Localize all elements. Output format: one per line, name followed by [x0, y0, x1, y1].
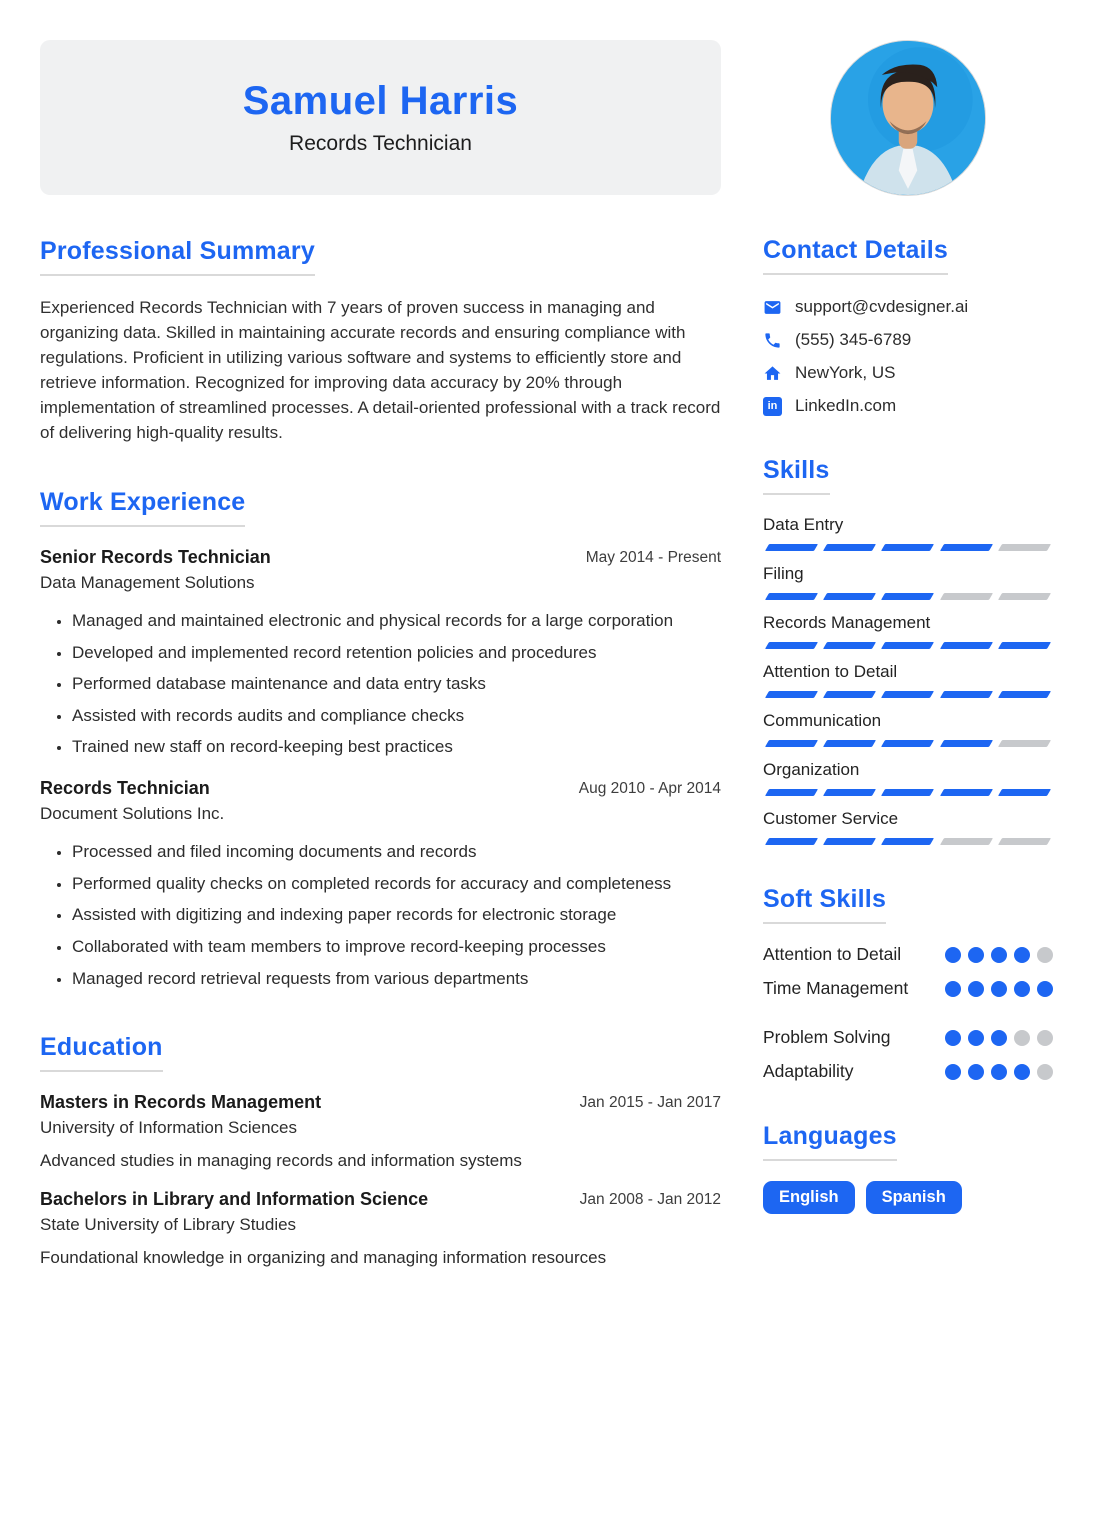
job-role: Senior Records Technician — [40, 546, 271, 567]
soft-skills-list — [763, 944, 1053, 1082]
meter-filled-unit — [968, 981, 984, 997]
skill-row — [763, 760, 1053, 796]
person-job-title: Records Technician — [289, 132, 472, 155]
meter-empty-unit — [998, 593, 1051, 600]
job-company: Document Solutions Inc. — [40, 804, 225, 824]
soft-skills-heading: Soft Skills — [763, 885, 886, 924]
meter-filled-unit — [1037, 981, 1053, 997]
meter-filled-unit — [998, 789, 1051, 796]
skill-level-bar — [763, 642, 1053, 649]
email-icon — [763, 298, 782, 317]
meter-filled-unit — [991, 981, 1007, 997]
education-description: Advanced studies in managing records and information systems — [40, 1151, 522, 1171]
meter-filled-unit — [940, 789, 993, 796]
contact-linkedin-text: LinkedIn.com — [795, 396, 897, 415]
skill-name: Data Entry — [763, 515, 844, 534]
profile-photo-illustration — [831, 41, 985, 195]
school-name: University of Information Sciences — [40, 1118, 297, 1138]
education-description: Foundational knowledge in organizing and managing information resources — [40, 1248, 607, 1268]
education-dates: Jan 2008 - Jan 2012 — [579, 1191, 721, 1209]
soft-skill-row — [763, 944, 1053, 965]
experience-section — [40, 488, 721, 991]
meter-empty-unit — [940, 593, 993, 600]
education-entry — [40, 1092, 721, 1171]
meter-empty-unit — [940, 838, 993, 845]
meter-filled-unit — [945, 981, 961, 997]
job-bullet: • Assisted with records audits and compliance checks — [72, 704, 721, 729]
soft-skill-row — [763, 1027, 1053, 1048]
skill-name: Filing — [763, 564, 804, 583]
skill-level-bar — [763, 789, 1053, 796]
meter-filled-unit — [765, 789, 818, 796]
languages-list — [763, 1181, 1053, 1214]
soft-skill-name: Problem Solving — [763, 1027, 891, 1047]
soft-skill-name: Time Management — [763, 978, 909, 998]
meter-filled-unit — [823, 544, 876, 551]
meter-filled-unit — [823, 691, 876, 698]
soft-skill-dots — [945, 947, 1053, 963]
profile-photo — [830, 40, 986, 196]
meter-empty-unit — [1014, 1030, 1030, 1046]
skill-level-bar — [763, 740, 1053, 747]
education-heading: Education — [40, 1033, 163, 1072]
job-bullet: • Performed database maintenance and data entry tasks — [72, 672, 721, 697]
skill-name: Communication — [763, 711, 882, 730]
meter-filled-unit — [1014, 947, 1030, 963]
meter-filled-unit — [998, 642, 1051, 649]
job-bullet: • Assisted with digitizing and indexing paper records for electronic storage — [72, 903, 721, 928]
skills-section — [763, 456, 1053, 845]
meter-filled-unit — [1014, 981, 1030, 997]
skill-name: Organization — [763, 760, 860, 779]
skill-level-bar — [763, 838, 1053, 845]
skill-row — [763, 613, 1053, 649]
meter-filled-unit — [998, 691, 1051, 698]
job-company: Data Management Solutions — [40, 572, 255, 592]
meter-filled-unit — [881, 593, 934, 600]
meter-filled-unit — [940, 544, 993, 551]
skills-heading: Skills — [763, 456, 830, 495]
skill-row — [763, 809, 1053, 845]
meter-filled-unit — [765, 642, 818, 649]
skill-row — [763, 515, 1053, 551]
job-bullet-list — [40, 840, 721, 991]
job-role: Records Technician — [40, 778, 210, 799]
meter-filled-unit — [968, 1030, 984, 1046]
meter-filled-unit — [881, 838, 934, 845]
soft-skills-group — [763, 944, 1053, 999]
job-bullet: • Managed and maintained electronic and physical records for a large corporation — [72, 609, 721, 634]
languages-heading: Languages — [763, 1122, 897, 1161]
meter-filled-unit — [881, 740, 934, 747]
school-name: State University of Library Studies — [40, 1215, 297, 1235]
meter-filled-unit — [1014, 1064, 1030, 1080]
summary-section — [40, 237, 721, 446]
summary-heading: Professional Summary — [40, 237, 315, 276]
languages-section — [763, 1122, 1053, 1214]
skills-list — [763, 515, 1053, 845]
meter-filled-unit — [991, 1030, 1007, 1046]
home-icon — [763, 364, 782, 383]
meter-filled-unit — [765, 740, 818, 747]
soft-skill-name: Attention to Detail — [763, 944, 902, 964]
job-dates: Aug 2010 - Apr 2014 — [578, 780, 721, 798]
degree-name: Masters in Records Management — [40, 1092, 322, 1113]
degree-name: Bachelors in Library and Information Science — [40, 1189, 429, 1210]
education-section — [40, 1033, 721, 1268]
soft-skills-section — [763, 885, 1053, 1082]
meter-empty-unit — [998, 544, 1051, 551]
skill-name: Customer Service — [763, 809, 899, 828]
meter-filled-unit — [991, 947, 1007, 963]
soft-skill-dots — [945, 1030, 1053, 1046]
job-bullet: • Performed quality checks on completed records for accuracy and completeness — [72, 872, 721, 897]
meter-empty-unit — [1037, 1030, 1053, 1046]
meter-empty-unit — [998, 740, 1051, 747]
contact-location[interactable] — [763, 363, 1053, 383]
education-list — [40, 1092, 721, 1268]
meter-filled-unit — [968, 1064, 984, 1080]
soft-skill-row — [763, 1061, 1053, 1082]
meter-filled-unit — [823, 642, 876, 649]
job-bullet-list — [40, 609, 721, 760]
skill-name: Records Management — [763, 613, 931, 632]
contact-email-text: support@cvdesigner.ai — [795, 297, 969, 316]
phone-icon — [763, 331, 782, 350]
meter-filled-unit — [881, 642, 934, 649]
summary-text: Experienced Records Technician with 7 years of proven success in managing and organizing data. Skilled in maintaining accurate records and ensuring compliance with regulations. Proficient in utilizing various software and systems to efficiently store and retrieve information. Recognized for improving data accuracy by 20% through implementation of streamlined processes. A detail-oriented professional with a track record of delivering high-quality results. — [40, 298, 721, 442]
contact-email[interactable] — [763, 297, 1053, 317]
meter-filled-unit — [940, 642, 993, 649]
job-entry — [40, 778, 721, 991]
job-dates: May 2014 - Present — [585, 548, 721, 566]
skill-row — [763, 564, 1053, 600]
skill-level-bar — [763, 593, 1053, 600]
linkedin-icon: in — [763, 397, 782, 416]
contact-phone[interactable] — [763, 330, 1053, 350]
meter-filled-unit — [765, 593, 818, 600]
skill-row — [763, 662, 1053, 698]
meter-filled-unit — [823, 838, 876, 845]
job-bullet: • Managed record retrieval requests from various departments — [72, 967, 721, 992]
meter-filled-unit — [881, 544, 934, 551]
meter-filled-unit — [823, 593, 876, 600]
meter-filled-unit — [940, 740, 993, 747]
meter-filled-unit — [765, 544, 818, 551]
meter-filled-unit — [945, 947, 961, 963]
meter-filled-unit — [991, 1064, 1007, 1080]
experience-heading: Work Experience — [40, 488, 245, 527]
language-badge: Spanish — [866, 1181, 962, 1214]
meter-filled-unit — [968, 947, 984, 963]
meter-empty-unit — [1037, 1064, 1053, 1080]
experience-list — [40, 547, 721, 991]
job-bullet: • Collaborated with team members to improve record-keeping processes — [72, 935, 721, 960]
contact-linkedin[interactable] — [763, 396, 1053, 416]
contact-location-text: NewYork, US — [795, 363, 896, 382]
contact-phone-text: (555) 345-6789 — [795, 330, 912, 349]
education-dates: Jan 2015 - Jan 2017 — [579, 1094, 721, 1112]
meter-empty-unit — [1037, 947, 1053, 963]
skill-row — [763, 711, 1053, 747]
left-column — [40, 40, 721, 1268]
job-bullet: • Developed and implemented record retention policies and procedures — [72, 641, 721, 666]
job-entry — [40, 547, 721, 760]
soft-skills-group — [763, 1027, 1053, 1082]
header-box — [40, 40, 721, 195]
right-column — [763, 40, 1053, 1268]
skill-level-bar — [763, 544, 1053, 551]
meter-filled-unit — [823, 789, 876, 796]
soft-skill-row — [763, 978, 1053, 999]
soft-skill-dots — [945, 981, 1053, 997]
soft-skill-name: Adaptability — [763, 1061, 854, 1081]
meter-filled-unit — [940, 691, 993, 698]
meter-filled-unit — [881, 691, 934, 698]
skill-name: Attention to Detail — [763, 662, 898, 681]
contact-section — [763, 236, 1053, 416]
meter-filled-unit — [881, 789, 934, 796]
meter-filled-unit — [945, 1064, 961, 1080]
meter-filled-unit — [945, 1030, 961, 1046]
meter-filled-unit — [823, 740, 876, 747]
skill-level-bar — [763, 691, 1053, 698]
contact-list — [763, 297, 1053, 416]
person-name: Samuel Harris — [242, 79, 519, 123]
contact-heading: Contact Details — [763, 236, 948, 275]
job-bullet: • Processed and filed incoming documents and records — [72, 840, 721, 865]
job-bullet: • Trained new staff on record-keeping best practices — [72, 735, 721, 760]
meter-filled-unit — [765, 691, 818, 698]
soft-skill-dots — [945, 1064, 1053, 1080]
education-entry — [40, 1189, 721, 1268]
meter-filled-unit — [765, 838, 818, 845]
language-badge: English — [763, 1181, 855, 1214]
meter-empty-unit — [998, 838, 1051, 845]
